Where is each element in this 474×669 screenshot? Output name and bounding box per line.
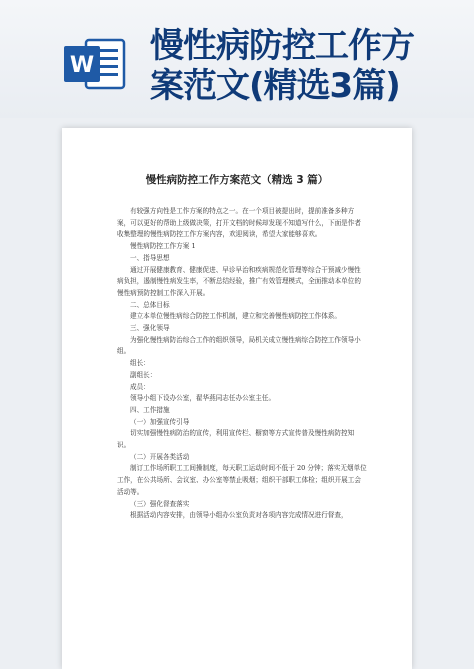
section-heading: 一、指导思想	[130, 253, 170, 262]
section-heading: 四、工作措施	[130, 405, 170, 414]
subsection-heading: （二）开展各类活动	[130, 452, 190, 461]
paragraph: 通过开展健康教育、健康促进、早诊早治和疾病规范化管理等综合干预减少慢性病负担，遏制慢性病发生率，不断总结经验，推广有效管理模式，全面推动本单位的慢性病预防控制工作深入开展。	[117, 265, 361, 297]
page-title-line-1: 慢性病防控工作方	[150, 26, 414, 66]
section-heading: 二、总体目标	[130, 300, 170, 309]
word-logo-letter: W	[69, 53, 95, 78]
header-banner	[0, 0, 474, 118]
subsection-heading: （一）加强宣传引导	[130, 417, 190, 426]
paragraph: 根据活动内容安排，由领导小组办公室负责对各项内容完成情况进行督查，	[130, 511, 348, 520]
paragraph: 切实加强慢性病防治的宣传，利用宣传栏、橱窗等方式宣传普及慢性病防控知识。	[117, 429, 355, 450]
document-title: 慢性病防控工作方案范文（精选 3 篇）	[145, 174, 329, 186]
paragraph: 成员：	[130, 382, 150, 391]
paragraph: 组长：	[130, 359, 150, 368]
word-document-icon	[62, 36, 126, 92]
document-page	[62, 128, 412, 669]
page-title	[150, 26, 460, 106]
section-heading: 三、强化领导	[130, 324, 170, 333]
paragraph: 建立本单位慢性病综合防控工作机制，建立和完善慢性病防控工作体系。	[130, 312, 341, 321]
paragraph: 副组长：	[130, 370, 157, 379]
document-body	[117, 206, 367, 522]
paragraph: 制订工作场所职工工间操制度，每天职工运动时间不低于 20 分钟；落实无烟单位工作，在公共场所、会议室、办公室等禁止吸烟；组织干部职工体检；组织开展工会活动等。	[117, 464, 367, 496]
paragraph: 为强化慢性病防治综合工作的组织领导，局机关成立慢性病综合防控工作领导小组。	[117, 335, 361, 356]
paragraph: 有较强方向性是工作方案的特点之一。在一个项目被提出时，提前准备多种方案，可以更好的帮助上级做决策，打开文档的时候却发现不知道写什么，下面是作者收集整理的慢性病防控工作方案内容，欢迎阅读，希望大家能够喜欢。	[117, 207, 361, 239]
paragraph: 慢性病防控工作方案 1	[130, 242, 196, 251]
page-title-line-2: 案范文(精选3篇)	[150, 66, 400, 106]
paragraph: 领导小组下设办公室，翟华燕同志任办公室主任。	[130, 394, 276, 403]
subsection-heading: （三）强化督查落实	[130, 499, 190, 508]
